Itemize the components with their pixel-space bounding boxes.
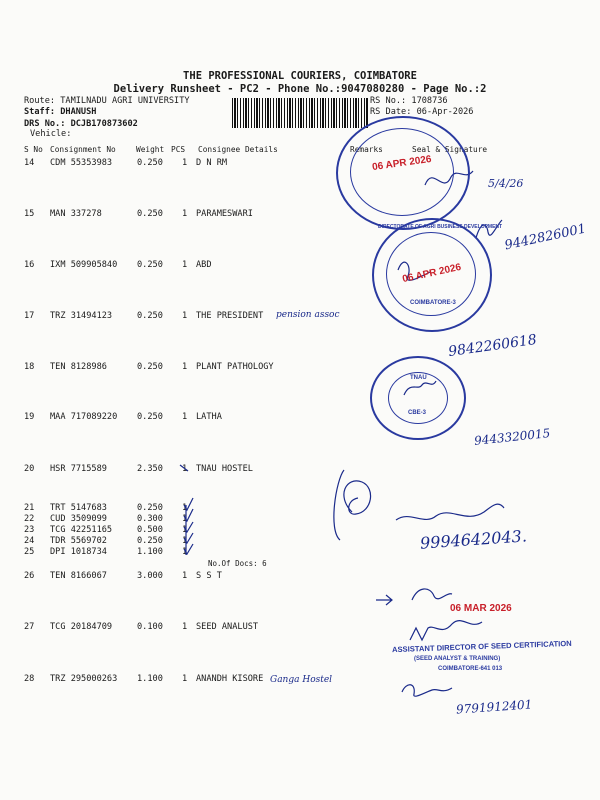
row-consignee: PARAMESWARI (196, 209, 253, 219)
row-consignment: TCG 20184709 (50, 622, 113, 632)
seal-stamp-3 (370, 356, 466, 440)
row-consignee: S S T (196, 571, 222, 581)
tick-mark (184, 498, 193, 510)
row-consignee: SEED ANALUST (196, 622, 259, 632)
stamp-3-text: TNAU (410, 375, 427, 381)
signature-20b (396, 504, 504, 520)
row-pcs: 1 (182, 260, 188, 270)
row-consignment: TRZ 295000263 (50, 674, 118, 684)
drs-number: DRS No.: DCJB170873602 (24, 119, 138, 129)
seed-stamp-line2: (SEED ANALYST & TRAINING) (414, 656, 501, 662)
rs-number: RS No.: 1708736 (370, 96, 448, 106)
col-sno: S No (24, 145, 43, 154)
row-sno: 20 (24, 464, 35, 474)
tick-mark (184, 509, 193, 521)
row-sno: 21 (24, 503, 35, 513)
signature-20 (344, 481, 371, 514)
row-pcs: 1 (182, 514, 188, 524)
row-weight: 0.300 (137, 514, 163, 524)
row-weight: 2.350 (137, 464, 163, 474)
row-consignment: CDM 55353983 (50, 158, 113, 168)
stamp-date-1: 06 APR 2026 (371, 153, 433, 174)
row-pcs: 1 (182, 158, 188, 168)
stamp-2-city: COIMBATORE-3 (410, 300, 456, 306)
row-pcs: 1 (182, 622, 188, 632)
handwritten-phone-20: 9994642043. (419, 526, 528, 553)
row-weight: 0.250 (137, 260, 163, 270)
handwritten-phone-28: 9791912401 (455, 697, 533, 717)
row-consignee: TNAU HOSTEL (196, 464, 253, 474)
row-consignment: TRZ 31494123 (50, 311, 113, 321)
row-consignee: D N RM (196, 158, 228, 168)
row-pcs: 1 (182, 412, 188, 422)
row-sno: 25 (24, 547, 35, 557)
row-consignment: TDR 5569702 (50, 536, 107, 546)
row-consignment: MAN 337278 (50, 209, 102, 219)
strike-mark (180, 465, 188, 471)
row-sno: 22 (24, 514, 35, 524)
route-label: Route: TAMILNADU AGRI UNIVERSITY (24, 96, 190, 106)
row-pcs: 1 (182, 571, 188, 581)
rs-date: RS Date: 06-Apr-2026 (370, 107, 474, 117)
row-weight: 0.250 (137, 311, 163, 321)
no-of-docs: No.Of Docs: 6 (208, 559, 267, 568)
row-weight: 3.000 (137, 571, 163, 581)
row-sno: 14 (24, 158, 35, 168)
col-consignee: Consignee Details (198, 145, 278, 154)
stamp-date-2: 06 APR 2026 (401, 261, 463, 286)
seed-stamp-line1: ASSISTANT DIRECTOR OF SEED CERTIFICATION (391, 638, 572, 655)
row-pcs: 1 (182, 209, 188, 219)
row-consignment: MAA 717089220 (50, 412, 118, 422)
row-weight: 0.250 (137, 158, 163, 168)
row-consignment: TCG 42251165 (50, 525, 113, 535)
seal-stamp-1 (336, 116, 470, 230)
handwritten-phone-18: 9842260618 (447, 331, 538, 361)
row-consignment: HSR 7715589 (50, 464, 107, 474)
row-weight: 0.250 (137, 503, 163, 513)
col-seal: Seal & Signature (412, 145, 488, 154)
handwritten-date: 5/4/26 (488, 177, 524, 190)
handwritten-phone-15: 9442826001 (503, 221, 588, 254)
row-consignee: PLANT PATHOLOGY (196, 362, 274, 372)
row-sno: 16 (24, 260, 35, 270)
row-consignment: IXM 509905840 (50, 260, 118, 270)
stamp-3-city: CBE-3 (408, 410, 427, 416)
signature-28 (402, 685, 452, 696)
row-weight: 0.250 (137, 209, 163, 219)
row-consignee: LATHA (196, 412, 222, 422)
row-weight: 0.250 (137, 536, 163, 546)
row-pcs: 1 (182, 503, 188, 513)
row-pcs: 1 (182, 362, 188, 372)
row-sno: 28 (24, 674, 35, 684)
row-sno: 19 (24, 412, 35, 422)
arrow-mark (376, 595, 392, 605)
staff-label: Staff: DHANUSH (24, 107, 97, 117)
handwritten-phone-19: 9443320015 (473, 426, 551, 448)
row-weight: 0.100 (137, 622, 163, 632)
tick-mark (184, 533, 193, 543)
row-consignment: TRT 5147683 (50, 503, 107, 513)
row-sno: 27 (24, 622, 35, 632)
row-weight: 0.250 (137, 362, 163, 372)
row-consignee: ANANDH KISORE (196, 674, 264, 684)
row-weight: 1.100 (137, 674, 163, 684)
vehicle-label: Vehicle: (30, 129, 72, 139)
row-consignee: THE PRESIDENT (196, 311, 264, 321)
row-weight: 0.250 (137, 412, 163, 422)
handwritten-note-28: Ganga Hostel (270, 675, 333, 685)
row-sno: 17 (24, 311, 35, 321)
row-weight: 1.100 (137, 547, 163, 557)
row-consignee: ABD (196, 260, 212, 270)
row-sno: 23 (24, 525, 35, 535)
col-remarks: Remarks (350, 145, 383, 154)
row-pcs: 1 (182, 311, 188, 321)
row-pcs: 1 (182, 525, 188, 535)
stamp-2-text: DIRECTORATE OF AGRI BUSINESS DEVELOPMENT (378, 224, 503, 230)
row-sno: 26 (24, 571, 35, 581)
tick-mark (184, 522, 193, 532)
signature-26 (412, 589, 452, 600)
row-consignment: CUD 3509099 (50, 514, 107, 524)
col-consignment: Consignment No (50, 145, 116, 154)
row-sno: 24 (24, 536, 35, 546)
row-sno: 18 (24, 362, 35, 372)
seed-stamp-line3: COIMBATORE-641 013 (438, 666, 503, 672)
col-weight: Weight (136, 145, 165, 154)
row-sno: 15 (24, 209, 35, 219)
col-pcs: PCS (171, 145, 186, 154)
row-consignment: TEN 8128986 (50, 362, 107, 372)
handwritten-note-17: pension assoc (276, 310, 340, 320)
runsheet-subtitle: Delivery Runsheet - PC2 - Phone No.:9047080280 - Page No.:2 (113, 83, 487, 95)
company-title: THE PROFESSIONAL COURIERS, COIMBATORE (183, 70, 417, 82)
row-weight: 0.500 (137, 525, 163, 535)
row-pcs: 1 (182, 464, 188, 474)
row-consignment: DPI 1018734 (50, 547, 107, 557)
tick-mark (184, 544, 193, 554)
stamp-date-3: 06 MAR 2026 (450, 603, 512, 614)
row-consignment: TEN 8166067 (50, 571, 107, 581)
row-pcs: 1 (182, 536, 188, 546)
signature-20-tail (334, 470, 344, 540)
signature-27 (410, 621, 482, 640)
row-pcs: 1 (182, 674, 188, 684)
row-pcs: 1 (182, 547, 188, 557)
